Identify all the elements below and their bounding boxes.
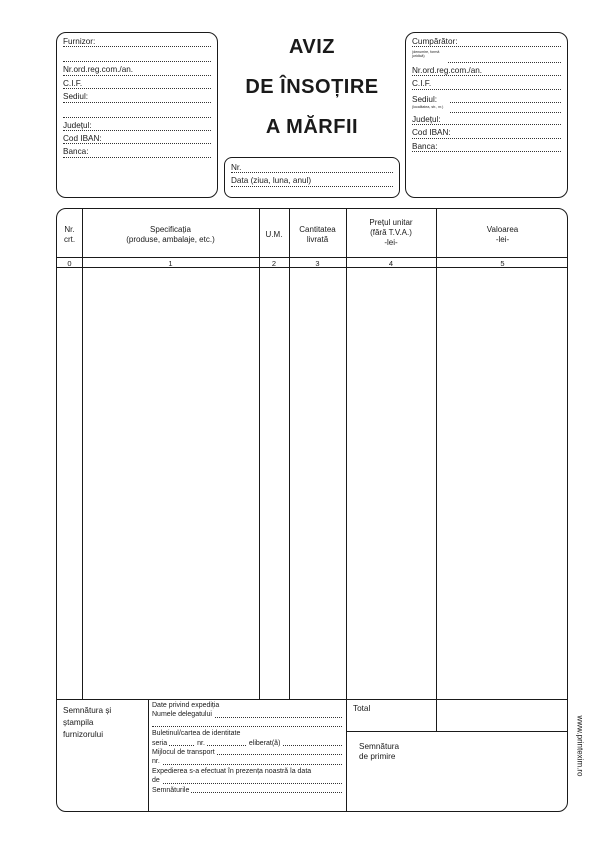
col-index-2: 2 (271, 259, 277, 268)
buyer-bank-field[interactable]: Banca: (412, 142, 561, 155)
supplier-field[interactable] (63, 65, 211, 78)
total-label: Total (353, 704, 371, 713)
col-spec-header: Specificația (produse, ambalaje, etc.) (126, 225, 215, 244)
supplier-field-label: Banca: (63, 147, 89, 157)
col-index-0: 0 (67, 259, 72, 268)
id-card-field[interactable]: seria nr. eliberat(ă) (152, 739, 342, 748)
buyer-iban-field[interactable]: Cod IBAN: (412, 128, 561, 141)
supplier-field-label: C.I.F. (63, 78, 83, 88)
transport-field[interactable]: Mijlocul de transport (152, 748, 342, 757)
total-value-field[interactable] (437, 700, 568, 730)
document-title-line3: A MĂRFII (265, 116, 359, 138)
buyer-cif-field[interactable]: C.I.F. (412, 79, 561, 92)
supplier-field-label: Furnizor: (63, 37, 96, 46)
supplier-field[interactable] (63, 79, 211, 92)
document-title-line2: DE ÎNSOȚIRE (245, 76, 379, 98)
supplier-signature[interactable]: Semnătura și ștampila furnizorului (63, 706, 112, 739)
shipping-date-field[interactable]: de (152, 776, 342, 785)
goods-table-body[interactable] (57, 268, 567, 698)
supplier-field[interactable] (63, 50, 211, 65)
supplier-field-label: Județul: (63, 120, 92, 130)
supplier-field-label: Nr.ord.reg.com./an. (63, 65, 134, 75)
col-um-header: U.M. (265, 230, 283, 239)
col-index-4: 4 (388, 259, 394, 268)
supplier-field-label: Cod IBAN: (63, 133, 102, 143)
buyer-name-note: (denumire, formă juridică) (412, 50, 446, 58)
buyer-seat-field[interactable] (412, 93, 561, 115)
col-nr-header: Nr. crt. (63, 225, 76, 244)
shipping-details (152, 701, 342, 795)
shipping-title: Date privind expediția (152, 702, 220, 709)
delegate-name-field-2[interactable] (152, 720, 342, 729)
buyer-box (405, 32, 568, 198)
supplier-field-label: Sediul: (63, 92, 89, 102)
col-index-1: 1 (168, 259, 173, 268)
supplier-field[interactable] (63, 92, 211, 105)
goods-table (56, 208, 568, 812)
col-value-header: Valoarea -lei- (486, 225, 519, 244)
buyer-name-note-row[interactable] (412, 50, 561, 66)
doc-nr-field[interactable]: Nr. (231, 163, 393, 176)
supplier-box (56, 32, 218, 198)
document-number-box (224, 157, 400, 198)
id-card-title: Buletinul/cartea de identitate (152, 730, 241, 738)
supplier-field[interactable] (63, 134, 211, 147)
buyer-name-field[interactable]: Cumpărător: (412, 37, 561, 50)
doc-date-field[interactable]: Data (ziua, luna, anul) (231, 176, 393, 189)
buyer-county-field[interactable]: Județul: (412, 115, 561, 128)
buyer-regcom-field[interactable]: Nr.ord.reg.com./an. (412, 66, 561, 79)
col-qty-header: Cantitatea livrată (299, 225, 336, 244)
buyer-seat-note: (localitatea, str., nr.) (412, 104, 444, 109)
col-price-header: Prețul unitar (fără T.V.A.) -lei- (369, 218, 413, 247)
col-index-3: 3 (315, 259, 320, 268)
col-index-5: 5 (500, 259, 505, 268)
shipping-presence-text: Expedierea s-a efectuat în prezența noastră la data (152, 767, 312, 775)
document-title: AVIZ (288, 36, 336, 58)
transport-nr-field[interactable]: nr. (152, 757, 342, 766)
supplier-field-label (63, 50, 65, 59)
supplier-field[interactable] (63, 106, 211, 121)
receiver-signature[interactable]: Semnătura de primire (359, 742, 400, 761)
signatures-field[interactable]: Semnăturile (152, 786, 342, 795)
supplier-field[interactable] (63, 37, 211, 50)
website-link[interactable]: www.printexim.ro (575, 715, 585, 777)
buyer-seat-label: Sediul: (412, 94, 438, 104)
supplier-field[interactable] (63, 121, 211, 134)
supplier-field-label (63, 106, 65, 115)
supplier-field[interactable] (63, 147, 211, 160)
delegate-name-field[interactable]: Numele delegatului (152, 710, 342, 719)
